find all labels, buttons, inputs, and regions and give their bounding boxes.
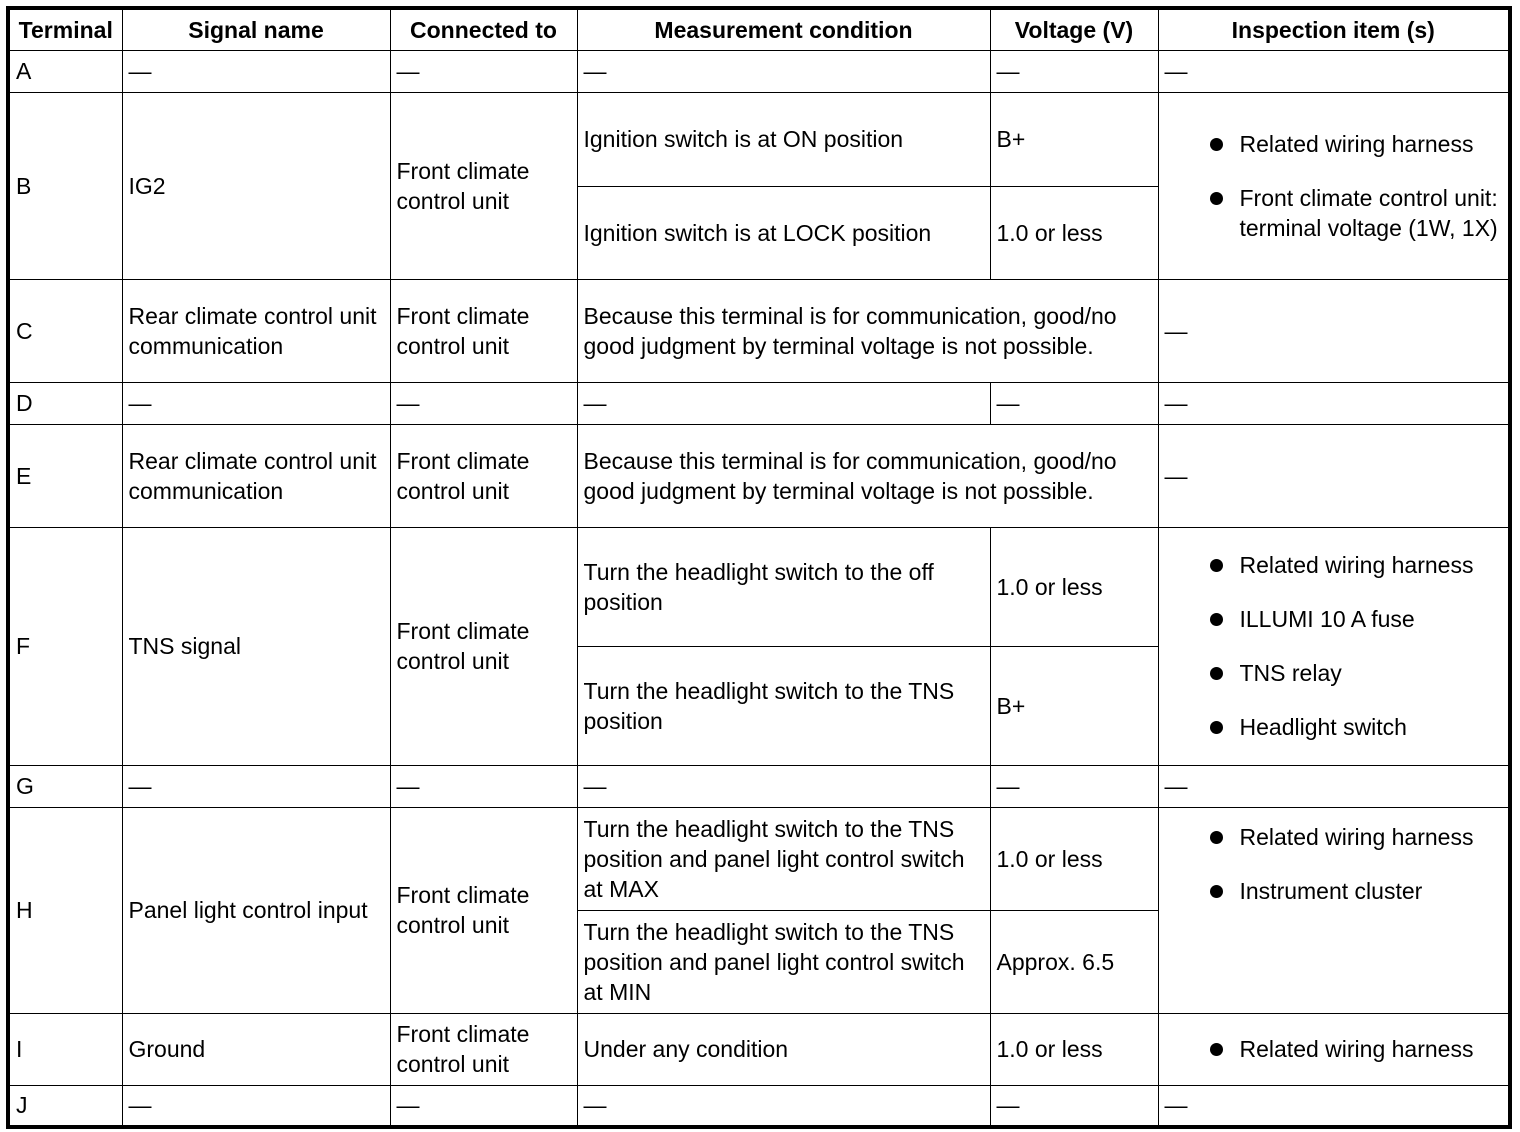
inspection-list [1165, 1034, 1503, 1064]
voltage-cell: B+ [990, 92, 1158, 186]
signal-name-cell: Ground [122, 1013, 390, 1085]
connected-to-cell: Front climate control unit [390, 527, 577, 765]
signal-name-cell: TNS signal [122, 527, 390, 765]
table-row [8, 527, 1510, 646]
signal-name-cell: IG2 [122, 92, 390, 279]
terminal-cell: B [8, 92, 122, 279]
inspection-items-cell [1158, 527, 1510, 765]
dash-cell: — [122, 765, 390, 807]
inspection-list [1165, 822, 1503, 906]
dash-cell: — [122, 50, 390, 92]
terminal-cell: D [8, 382, 122, 424]
condition-cell: Turn the headlight switch to the TNS position and panel light control switch at MAX [577, 807, 990, 910]
table-row [8, 807, 1510, 910]
connected-to-cell: Front climate control unit [390, 1013, 577, 1085]
dash-cell: — [1158, 50, 1510, 92]
voltage-cell: Approx. 6.5 [990, 910, 1158, 1013]
dash-cell: — [577, 1085, 990, 1127]
dash-cell: — [990, 50, 1158, 92]
dash-cell: — [390, 765, 577, 807]
inspection-item: Front climate control unit: terminal voltage (1W, 1X) [1165, 183, 1503, 243]
condition-cell: Ignition switch is at ON position [577, 92, 990, 186]
header-connected-to: Connected to [390, 8, 577, 50]
dash-cell: — [577, 50, 990, 92]
terminal-cell: H [8, 807, 122, 1013]
connected-to-cell: Front climate control unit [390, 279, 577, 382]
table-row [8, 279, 1510, 382]
inspection-item: Related wiring harness [1165, 822, 1503, 852]
header-measurement-condition: Measurement condition [577, 8, 990, 50]
inspection-item: Related wiring harness [1165, 550, 1503, 580]
terminal-cell: I [8, 1013, 122, 1085]
dash-cell: — [577, 382, 990, 424]
dash-cell: — [577, 765, 990, 807]
dash-cell: — [990, 382, 1158, 424]
terminal-cell: E [8, 424, 122, 527]
table-row [8, 50, 1510, 92]
inspection-items-cell [1158, 807, 1510, 1013]
dash-cell: — [122, 382, 390, 424]
condition-cell: Turn the headlight switch to the TNS position [577, 646, 990, 765]
dash-cell: — [390, 382, 577, 424]
terminal-cell: G [8, 765, 122, 807]
header-signal-name: Signal name [122, 8, 390, 50]
inspection-item: Headlight switch [1165, 712, 1503, 742]
table-row [8, 92, 1510, 186]
inspection-item: Instrument cluster [1165, 876, 1503, 906]
condition-cell: Turn the headlight switch to the TNS position and panel light control switch at MIN [577, 910, 990, 1013]
dash-cell: — [990, 765, 1158, 807]
dash-cell: — [1158, 424, 1510, 527]
table-row [8, 1085, 1510, 1127]
terminal-cell: J [8, 1085, 122, 1127]
terminal-cell: C [8, 279, 122, 382]
condition-cell: Because this terminal is for communication, good/no good judgment by terminal voltage is not possible. [577, 424, 1158, 527]
signal-name-cell: Panel light control input [122, 807, 390, 1013]
table-row [8, 382, 1510, 424]
signal-name-cell: Rear climate control unit communication [122, 424, 390, 527]
dash-cell: — [390, 50, 577, 92]
dash-cell: — [990, 1085, 1158, 1127]
signal-name-cell: Rear climate control unit communication [122, 279, 390, 382]
inspection-item: Related wiring harness [1165, 1034, 1503, 1064]
inspection-items-cell [1158, 1013, 1510, 1085]
table-row [8, 765, 1510, 807]
header-voltage: Voltage (V) [990, 8, 1158, 50]
inspection-item: Related wiring harness [1165, 129, 1503, 159]
voltage-cell: 1.0 or less [990, 1013, 1158, 1085]
table-row [8, 424, 1510, 527]
inspection-item: TNS relay [1165, 658, 1503, 688]
inspection-list [1165, 129, 1503, 243]
dash-cell: — [1158, 382, 1510, 424]
dash-cell: — [1158, 279, 1510, 382]
inspection-item: ILLUMI 10 A fuse [1165, 604, 1503, 634]
voltage-cell: 1.0 or less [990, 186, 1158, 279]
condition-cell: Ignition switch is at LOCK position [577, 186, 990, 279]
dash-cell: — [122, 1085, 390, 1127]
connected-to-cell: Front climate control unit [390, 807, 577, 1013]
dash-cell: — [1158, 1085, 1510, 1127]
header-inspection-items: Inspection item (s) [1158, 8, 1510, 50]
dash-cell: — [1158, 765, 1510, 807]
voltage-cell: 1.0 or less [990, 527, 1158, 646]
terminal-cell: F [8, 527, 122, 765]
header-terminal: Terminal [8, 8, 122, 50]
inspection-items-cell [1158, 92, 1510, 279]
voltage-cell: B+ [990, 646, 1158, 765]
terminal-inspection-table [6, 6, 1512, 1129]
terminal-cell: A [8, 50, 122, 92]
voltage-cell: 1.0 or less [990, 807, 1158, 910]
header-row [8, 8, 1510, 50]
condition-cell: Turn the headlight switch to the off position [577, 527, 990, 646]
dash-cell: — [390, 1085, 577, 1127]
connected-to-cell: Front climate control unit [390, 424, 577, 527]
condition-cell: Under any condition [577, 1013, 990, 1085]
condition-cell: Because this terminal is for communication, good/no good judgment by terminal voltage is not possible. [577, 279, 1158, 382]
connected-to-cell: Front climate control unit [390, 92, 577, 279]
table-row [8, 1013, 1510, 1085]
inspection-list [1165, 550, 1503, 742]
